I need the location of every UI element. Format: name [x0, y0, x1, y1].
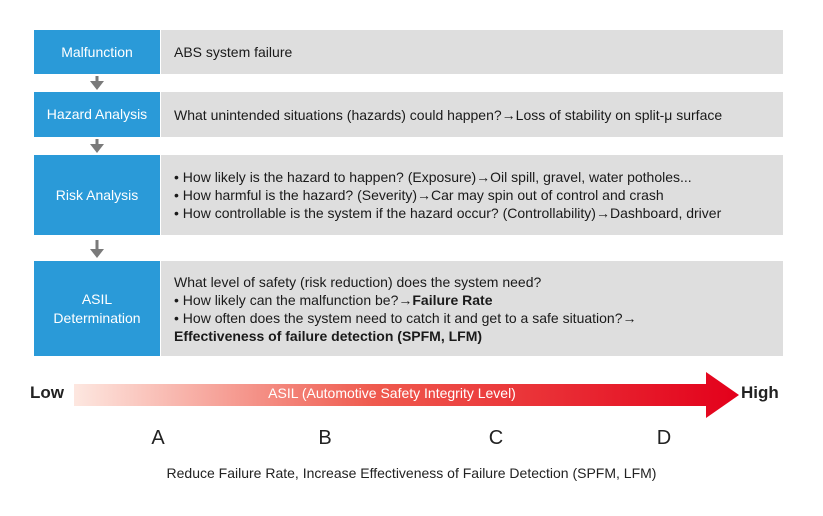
step-line-text: What level of safety (risk reduction) does the system need?: [174, 273, 542, 290]
step-line-text: • How harmful is the hazard? (Severity)→Car may spin out of control and crash: [174, 187, 664, 203]
asil-footnote: Reduce Failure Rate, Increase Effectiveness of Failure Detection (SPFM, LFM): [166, 465, 657, 481]
step-label-hazard-analysis: Hazard Analysis: [34, 92, 160, 137]
step-line-text: • How controllable is the system if the hazard occur? (Controllability)→Dashboard, driver: [174, 205, 722, 221]
asil-level-a: A: [151, 427, 165, 449]
step-line: [174, 327, 783, 345]
step-line-text: • How likely is the hazard to happen? (Exposure)→Oil spill, gravel, water potholes...: [174, 169, 692, 185]
asil-level-d: D: [656, 427, 672, 449]
step-line: [174, 168, 783, 186]
down-arrow-icon: [86, 139, 108, 153]
step-line: [174, 273, 783, 291]
step-line: [174, 106, 783, 124]
step-content-asil-determination: [161, 261, 783, 356]
step-line: [174, 204, 783, 222]
step-line-text: What unintended situations (hazards) could happen?→Loss of stability on split-μ surface: [174, 106, 723, 123]
step-label-malfunction: Malfunction: [34, 30, 160, 74]
down-arrow-icon: [86, 240, 108, 258]
step-line-emphasis: Effectiveness of failure detection (SPFM, LFM): [174, 327, 483, 344]
asil-level-b: B: [318, 427, 332, 449]
step-label-asil-determination: ASIL Determination: [34, 261, 160, 356]
step-content-risk-analysis: [161, 155, 783, 235]
down-arrow-icon: [86, 76, 108, 90]
asil-arrow-label: ASIL (Automotive Safety Integrity Level): [268, 385, 516, 401]
step-line-text: • How likely can the malfunction be?→: [174, 291, 413, 308]
step-line-text: ABS system failure: [174, 44, 293, 60]
step-content-hazard-analysis: [161, 92, 783, 137]
step-line: [174, 291, 783, 309]
step-content-malfunction: [161, 30, 783, 74]
asil-level-c: C: [488, 427, 504, 449]
step-label-risk-analysis: Risk Analysis: [34, 155, 160, 235]
step-line-emphasis: Failure Rate: [412, 291, 493, 308]
step-line: [174, 186, 783, 204]
step-line: [174, 309, 783, 327]
step-line-text: • How often does the system need to catch it and get to a safe situation?→: [174, 309, 637, 326]
scale-low-label: Low: [30, 383, 64, 402]
step-line: [174, 43, 783, 61]
scale-high-label: High: [741, 383, 779, 402]
